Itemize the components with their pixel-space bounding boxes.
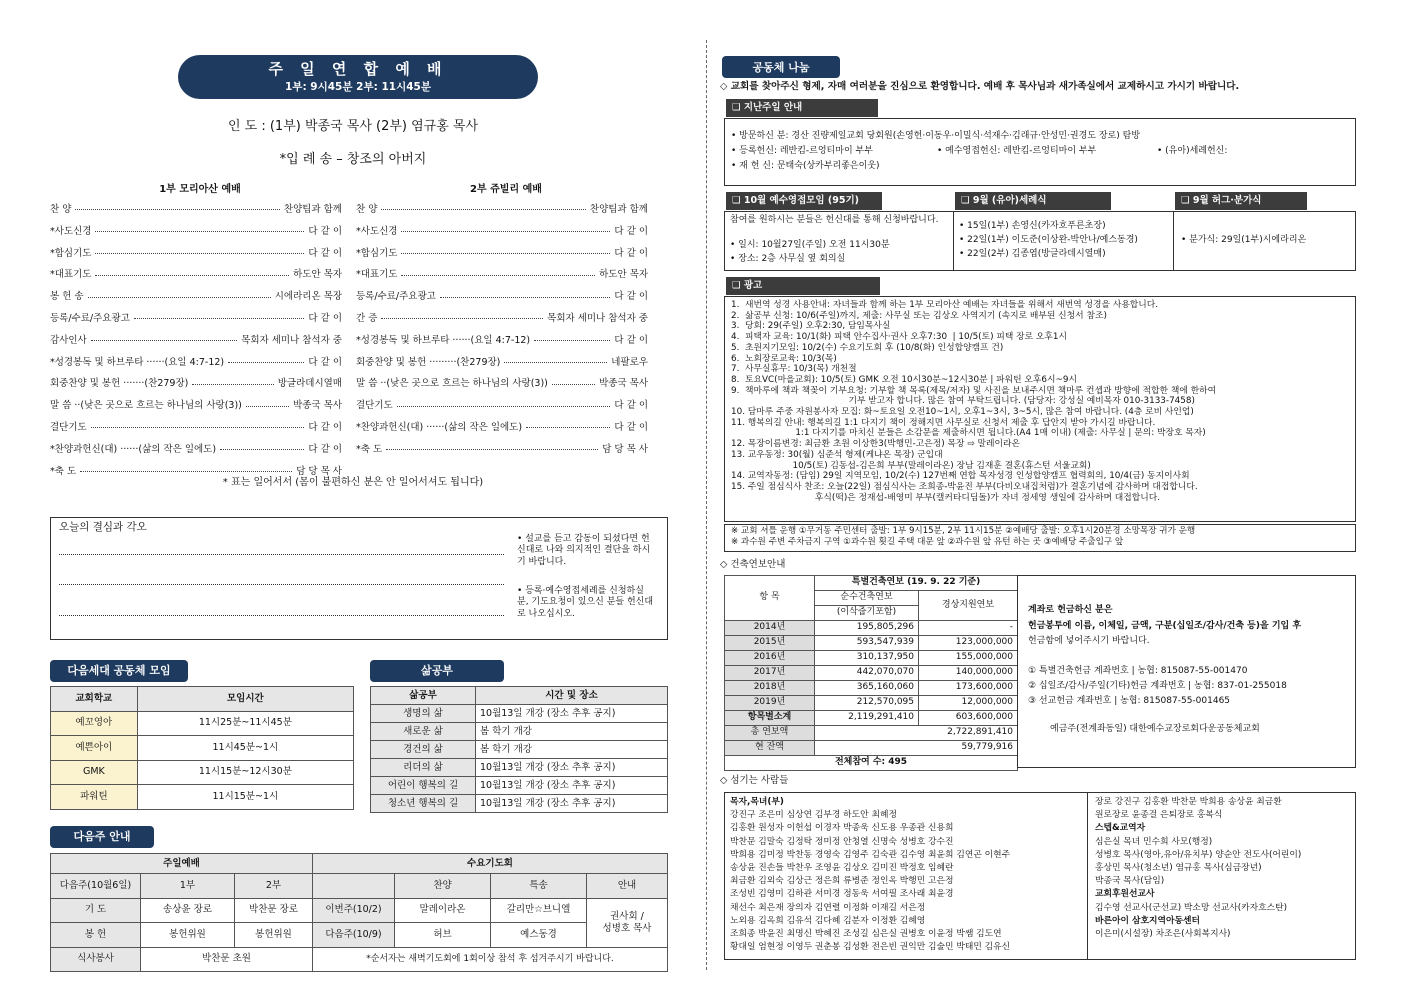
sep-hug-tab: ❑ 9월 허그·분가식 — [1175, 192, 1307, 210]
cell: 기 도 — [51, 898, 141, 923]
total-label: 총 연보액 — [725, 726, 815, 741]
order-row — [50, 373, 342, 395]
order-item: 회중찬양 및 봉헌 ·······(찬279장) — [50, 378, 189, 390]
staff-line: 박종국 목사(담임) — [1095, 876, 1165, 887]
resolve-bullet-1: • 설교를 듣고 감동이 되셨다면 헌신대로 나와 의지적인 결단을 하시기 바랍니다. — [517, 534, 651, 567]
build-table — [724, 575, 1018, 771]
class-name: 새로운 삶 — [371, 723, 476, 741]
order-item: *찬양과헌신(대) ······(삶의 작은 일에도) — [50, 443, 217, 455]
pure: 310,137,950 — [815, 651, 919, 666]
ad-item: 1. 새번역 성경 사용안내: 자녀들과 함께 하는 1부 모리아산 예배는 자녀들을 위해서 새번역 성경을 사용합니다. — [731, 300, 1159, 310]
class-name: 생명의 삶 — [371, 705, 476, 723]
order-item: 결단기도 — [356, 400, 393, 412]
order-leader: 박종국 목사 — [599, 378, 648, 390]
entrance-hymn: *입 례 송 – 창조의 아버지 — [279, 152, 427, 167]
order-item: 말 씀 ··(낮은 곳으로 흐르는 하나님의 사랑(3)) — [50, 400, 242, 412]
last-sunday-label: 지난주일 안내 — [743, 102, 803, 113]
class-name: 어린이 행복의 길 — [371, 777, 476, 795]
order-item: *축 도 — [356, 443, 383, 455]
resolve-bullet-1-text: 설교를 듣고 감동이 되셨다면 헌신대로 나와 의지적인 결단을 하시기 바랍니다. — [517, 534, 651, 567]
resolve-line[interactable] — [59, 615, 504, 616]
order-leader: 목회자 세미나 참석자 중 — [547, 312, 648, 324]
cell: 1부 — [141, 874, 235, 899]
meeting-time: 11시45분~1시 — [137, 736, 353, 761]
order-row — [50, 395, 342, 417]
cell: 허브 — [395, 923, 491, 948]
order-item: 말 씀 ··(낮은 곳으로 흐르는 하나님의 사랑(3)) — [356, 378, 548, 390]
service2-title: 2부 쥬빌리 예배 — [470, 184, 542, 195]
order-row — [50, 417, 342, 439]
class-info: 10월13일 개강 (장소 추후 공지) — [476, 795, 668, 813]
school-name: GMK — [51, 760, 138, 785]
ad-item: 7. 사무실휴무: 10/3(목) 개천절 — [731, 364, 857, 375]
account-holder: 예금주(전계좌동일) 대한예수교장로회다운공동체교회 — [1050, 724, 1260, 734]
samgong-tab: 삶공부 — [370, 660, 504, 682]
year: 2015년 — [725, 636, 815, 651]
guide-cell — [587, 898, 668, 947]
cell — [313, 874, 395, 899]
last-sunday-box — [724, 118, 1356, 186]
ad-item: 10/5(토) 김동섭-김은희 부부(말레이라온) 장남 김재훈 결혼(휴스턴 서울교회) — [731, 460, 1091, 471]
cell: 박찬문 장로 — [235, 898, 313, 923]
order-leader: 다 같 이 — [308, 356, 342, 368]
resolve-line[interactable] — [59, 584, 504, 585]
pure: 365,160,060 — [815, 681, 919, 696]
guide-2: 성병호 목사 — [602, 922, 652, 934]
item-header: 항 목 — [725, 576, 815, 621]
guide-3: 헌금함에 넣어주시기 바랍니다. — [1028, 636, 1150, 646]
cell: 갈리만☆브니엘 — [491, 898, 587, 923]
ad-item: 11. 행복의길 안내: 행복의길 1:1 다지기 책이 정해지면 사무실로 신청서 제출 후 답안지 받아 가시길 바랍니다. — [731, 417, 1156, 428]
service-title-banner — [178, 55, 538, 99]
order-leader: 방글라데시열매 — [277, 378, 342, 390]
order-row — [356, 264, 648, 286]
oct-date: • 일시: 10월27일(주일) 오전 11시30분 — [730, 240, 890, 250]
ad-item: 2. 삶공부 신청: 10/6(주일)까지, 제출: 사무실 또는 김상오 사역지기 (속지로 배부된 신청서 참조) — [731, 310, 1107, 321]
order-leader: 다 같 이 — [308, 443, 342, 455]
order-item: *사도신경 — [50, 225, 92, 237]
order-row — [356, 352, 648, 374]
order-item: *찬양과헌신(대) ······(삶의 작은 일에도) — [356, 421, 523, 433]
next-week-tab: 다음주 안내 — [50, 826, 154, 848]
sep-baptism-tab: ❑ 9월 (유아)세례식 — [955, 192, 1111, 210]
order-row — [50, 330, 342, 352]
cell: 다음주(10/9) — [313, 923, 395, 948]
oct-meeting-tab: ❑ 10월 예수영접모임 (95기) — [726, 192, 882, 210]
service-times: 1부: 9시45분 2부: 11시45분 — [285, 80, 431, 93]
order-row — [50, 199, 342, 221]
order-item: 찬 양 — [356, 203, 378, 215]
order-leader: 다 같 이 — [308, 247, 342, 259]
order-leader: 하도안 목자 — [599, 269, 648, 281]
staff-line: 성병호 목사(영아,유아/유치부) 양순안 전도사(어린이) — [1095, 849, 1302, 860]
shepherd-line: 황대일 엄현정 이영두 권춘봉 김성환 전은빈 권익만 김술민 박태민 김유신 — [730, 942, 1011, 953]
sep-baptism-1: • 15일(1부) 손영신(카자흐푸른초장) — [959, 221, 1106, 231]
pure: 195,805,296 — [815, 621, 919, 636]
order-row — [356, 395, 648, 417]
order-leader: 찬양팀과 함께 — [589, 203, 648, 215]
shepherd-line: 노외용 김옥희 김유석 김다혜 김분자 이정환 김혜영 — [730, 915, 926, 926]
order-row — [356, 286, 648, 308]
class-info: 봄 학기 개강 — [476, 723, 668, 741]
order-item: 회중찬양 및 봉헌 ·········(찬279장) — [356, 356, 501, 368]
account-box — [1017, 575, 1356, 768]
year: 2019년 — [725, 696, 815, 711]
resolve-line[interactable] — [59, 554, 504, 555]
page-divider — [706, 40, 707, 970]
support: 140,000,000 — [919, 666, 1018, 681]
ad-item: 3. 당회: 29(주일) 오후2:30, 담임목사실 — [731, 321, 891, 332]
class-info: 10월13일 개강 (장소 추후 공지) — [476, 705, 668, 723]
pure: 212,570,095 — [815, 696, 919, 711]
support: 12,000,000 — [919, 696, 1018, 711]
registration: • 등록헌신: 레반킴-르엉티마이 부부 — [731, 146, 873, 156]
class-name: 경건의 삶 — [371, 741, 476, 759]
class-name: 리더의 삶 — [371, 759, 476, 777]
resolve-bullet-2: • 등록·예수영접세례를 신청하실 분, 기도요청이 있으신 분들 헌신대로 나오십시오. — [517, 586, 654, 619]
order-leader: 담 당 목 사 — [602, 443, 648, 455]
order-leader: 다 같 이 — [614, 291, 648, 303]
balance-label: 현 잔액 — [725, 741, 815, 756]
order-item: *축 도 — [50, 465, 77, 477]
order-row — [50, 221, 342, 243]
order-item: 간 증 — [356, 312, 378, 324]
ad-item: 기부 받고자 합니다. 많은 참여 부탁드립니다. (담당자: 강성실 예비목자 010-3133-7458) — [731, 396, 1195, 407]
support: - — [919, 621, 1018, 636]
class-info: 10월13일 개강 (장소 추후 공지) — [476, 777, 668, 795]
wednesday-header: 수요기도회 — [313, 854, 668, 874]
resolve-box — [50, 517, 668, 640]
ad-item: 15. 주일 점심식사 찬조: 오늘(22일) 점심식사는 조희종-박윤진 부부(다비오내집처럼)가 결혼기념에 감사하며 대접합니다. — [731, 481, 1198, 492]
order-leader: 다 같 이 — [614, 247, 648, 259]
honorary-elders: 원로장로 윤종걸 은퇴장로 홍복식 — [1095, 810, 1223, 821]
service1-order — [50, 199, 342, 482]
staff-line: 심은실 목녀 민수희 사모(행정) — [1095, 836, 1213, 847]
order-leader: 다 같 이 — [308, 421, 342, 433]
sunday-header: 주일예배 — [51, 854, 313, 874]
order-leader: 하도안 목자 — [293, 269, 342, 281]
cell: 찬양 — [395, 874, 491, 899]
year: 2017년 — [725, 666, 815, 681]
ad-item: 8. 토요VC(마을교회): 10/5(토) GMK 오전 10시30분~12시30분 | 파워틴 오후6시~9시 — [731, 374, 1077, 385]
cell: 식사봉사 — [51, 947, 141, 972]
pure-header-2: (이삭줍기포함) — [815, 606, 919, 621]
shepherd-line: 박찬문 김말숙 김정탁 정미정 안청열 신명숙 성병호 강수진 — [730, 836, 954, 847]
servers-box — [724, 792, 1356, 960]
order-leader: 박종국 목사 — [293, 400, 342, 412]
cell: *순서자는 새벽기도회에 1회이상 참석 후 섬겨주시기 바랍니다. — [313, 947, 668, 972]
cell: 예스동경 — [491, 923, 587, 948]
shepherd-line: 송상윤 진손들 박찬우 조영윤 김상오 김미진 박정호 임혜란 — [730, 863, 954, 874]
shepherd-line: 강진구 조은미 심상연 김부경 하도안 최혜정 — [730, 810, 897, 821]
participation: 전체참여 수: 495 — [725, 756, 1018, 771]
rededication: • 재 헌 신: 문태숙(상카부리좋은이웃) — [731, 161, 880, 171]
order-row — [356, 373, 648, 395]
sep-baptism-3: • 22일(2부) 김종엽(방글라데시열매) — [959, 249, 1106, 259]
next-gen-table — [50, 686, 354, 810]
cell: 봉헌위원 — [235, 923, 313, 948]
shepherd-line: 조성빈 김영미 김하관 서미경 정동욱 서여필 조사래 최윤경 — [730, 889, 954, 900]
service-title: 주 일 연 합 예 배 — [268, 60, 448, 78]
order-leader: 시에라리온 목장 — [274, 291, 342, 303]
order-row — [50, 243, 342, 265]
shepherd-line: 박희용 김미정 박찬동 경영숙 김영주 김숙관 김수영 최윤희 김연곤 이현주 — [730, 849, 1011, 860]
ad-item: 14. 교역자동정: (담임) 29일 지역모임, 10/2(수) 127번째 연합 목자성경 인성합양캠프 협력회의, 10/4(금) 동지이사회 — [731, 471, 1190, 482]
support-header: 경상지원연보 — [919, 591, 1018, 621]
order-leader: 네팔로우 — [611, 356, 648, 368]
cell: 봉헌위원 — [141, 923, 235, 948]
cell: 말레이라온 — [395, 898, 491, 923]
welcome-text: ◇ 교회를 찾아주신 형제, 자매 여러분을 진심으로 환영합니다. 예배 후 목사님과 새가족실에서 교제하시고 가시기 바랍니다. — [720, 81, 1240, 92]
events-box — [724, 211, 1356, 271]
order-item: *합심기도 — [50, 247, 92, 259]
order-row — [356, 330, 648, 352]
year: 2016년 — [725, 651, 815, 666]
guide-1: 권사회 / — [610, 910, 644, 922]
cell: 안내 — [587, 874, 668, 899]
guide-1: 계좌로 헌금하신 분은 — [1028, 605, 1113, 615]
class-info: 봄 학기 개강 — [476, 741, 668, 759]
order-row — [356, 439, 648, 461]
order-item: 등록/수료/주요광고 — [356, 291, 436, 303]
cell: 특송 — [491, 874, 587, 899]
pure: 442,070,070 — [815, 666, 919, 681]
cell: 송상윤 장로 — [141, 898, 235, 923]
subtotal-label: 항목별소계 — [725, 711, 815, 726]
parking-info: ※ 과수원 주변 주차금지 구역 ①과수원 횟길 주택 대문 앞 ②과수원 앞 유턴 하는 곳 ③예배당 주출입구 앞 — [731, 536, 1124, 547]
shepherd-line: 김홍환 원성자 이헌섭 이경자 박종욱 신도용 우종관 신용희 — [730, 823, 954, 834]
ad-item: 10. 담마루 주중 자원봉사자 모집: 화~토요일 오전10~1시, 오후1~3시, 3~5시, 많은 참여 바랍니다. (4층 로비 사인업) — [731, 407, 1194, 418]
meeting-time: 11시15분~1시 — [137, 785, 353, 810]
order-row — [50, 286, 342, 308]
order-leader: 담 당 목 사 — [296, 465, 342, 477]
balance-value: 59,779,916 — [815, 741, 1018, 756]
school-name: 예꼬영아 — [51, 711, 138, 736]
order-leader: 다 같 이 — [308, 225, 342, 237]
sep-baptism-2: • 22일(1부) 이도준(이상완-박안나/예스동경) — [959, 235, 1138, 245]
ad-item: 4. 피택자 교육: 10/1(화) 피택 안수집사·권사 오후7:30 | 10/5(토) 피택 장로 오후1시 — [731, 332, 1068, 343]
order-row — [50, 264, 342, 286]
last-sunday-tab: ❑ 지난주일 안내 — [726, 99, 878, 117]
shepherd-line: 채선수 최은재 장의자 김연렬 이정화 이재길 서은정 — [730, 902, 926, 913]
order-item: *성경봉독 및 하브루타 ······(요일 4:7-12) — [356, 334, 531, 346]
elders: 장로 강진구 김홍환 박찬문 박희용 송상윤 최금환 — [1095, 797, 1282, 807]
pure: 593,547,939 — [815, 636, 919, 651]
order-item: *사도신경 — [356, 225, 398, 237]
ads-tab: ❑ 광고 — [726, 277, 880, 295]
sep-hug-label: 9월 허그·분가식 — [1192, 195, 1262, 206]
missionaries: 김수영 선교사(군선교) 박소망 선교사(카자흐스탄) — [1095, 902, 1288, 913]
order-item: *대표기도 — [50, 269, 92, 281]
order-item: 감사인사 — [50, 334, 87, 346]
year: 2018년 — [725, 681, 815, 696]
order-row — [356, 221, 648, 243]
order-item: 찬 양 — [50, 203, 72, 215]
ad-item: 12. 목장이름변경: 최금환 초원 이상한3(박행민-고은정) 목장 ⇨ 말레이라온 — [731, 439, 1020, 450]
order-leader: 다 같 이 — [308, 312, 342, 324]
pure-header: 순수건축연보 — [815, 591, 919, 606]
order-row — [50, 308, 342, 330]
order-row — [356, 308, 648, 330]
col-header: 교회학교 — [51, 687, 138, 712]
resolve-bullet-2-text: 등록·예수영접세례를 신청하실 분, 기도요청이 있으신 분들 헌신대로 나오십시오. — [517, 586, 654, 619]
subtotal-pure: 2,119,291,410 — [815, 711, 919, 726]
ad-item: 후식(떡)은 정재섭-배영미 부부(캘커타디딤돌)가 자녀 정세영 생일에 감사하며 대접합니다. — [731, 492, 1161, 503]
staff-list — [1095, 796, 1301, 941]
col-header: 시간 및 장소 — [476, 687, 668, 705]
col-header: 모임시간 — [137, 687, 353, 712]
cell: 박찬문 초원 — [141, 947, 313, 972]
special-header: 특별건축연보 (19. 9. 22 기준) — [815, 576, 1018, 591]
cell: 다음주(10월6일) — [51, 874, 141, 899]
cell: 봉 헌 — [51, 923, 141, 948]
order-leader: 다 같 이 — [614, 225, 648, 237]
service1-title: 1부 모리아산 예배 — [159, 184, 241, 195]
total-value: 2,722,891,410 — [815, 726, 1018, 741]
subtotal-support: 603,600,000 — [919, 711, 1018, 726]
account-2: ② 십일조/감사/주일(기타)헌금 계좌번호 | 농협: 837-01-255018 — [1028, 681, 1287, 691]
order-row — [356, 199, 648, 221]
servers-title: ◇ 섬기는 사람들 — [720, 775, 789, 786]
ad-item: 13. 교우동정: 30(월) 심준석 형제(케냐온 목장) 군입대 — [731, 449, 943, 460]
order-item: *대표기도 — [356, 269, 398, 281]
support: 123,000,000 — [919, 636, 1018, 651]
ad-item: 5. 초원지기모임: 10/2(수) 수요기도회 후 (10/8(화) 인성합양캠프 건) — [731, 342, 1004, 353]
order-item: 봉 헌 송 — [50, 291, 84, 303]
oct-text: 참여를 원하시는 분들은 헌신대를 통해 신청바랍니다. — [730, 215, 939, 225]
oct-meeting-label: 10월 예수영접모임 (95기) — [743, 195, 859, 206]
samgong-table — [370, 686, 668, 813]
order-item: *성경봉독 및 하브루타 ······(요일 4:7-12) — [50, 356, 225, 368]
account-3: ③ 선교헌금 계좌번호 | 농협: 815087-55-001465 — [1028, 696, 1231, 706]
order-row — [50, 352, 342, 374]
staff-line: 홍상민 목사(청소년) 염규홍 목사(심금장년) — [1095, 863, 1262, 874]
cell: 이번주(10/2) — [313, 898, 395, 923]
ad-item: 9. 책마루에 책과 책꽂이 기부요청: 기부할 책 목록(제목/저자) 및 사진을 보내주시면 책마루 컨셉과 방향에 적합한 책에 한하여 — [731, 385, 1217, 396]
order-row — [356, 417, 648, 439]
center-staff: 이은미(시설장) 차조은(사회복지사) — [1095, 929, 1231, 940]
order-item: *합심기도 — [356, 247, 398, 259]
ad-item: 6. 노회장로교육: 10/3(목) — [731, 353, 837, 364]
order-row — [50, 439, 342, 461]
stand-note: * 표는 일어서서 (몸이 불편하신 분은 안 일어서셔도 됩니다) — [222, 477, 484, 488]
guide-2: 헌금봉투에 이름, 이체일, 금액, 구분(십일조/감사/건축 등)을 기입 후 — [1028, 621, 1302, 631]
order-leader: 찬양팀과 함께 — [283, 203, 342, 215]
class-name: 청소년 행복의 길 — [371, 795, 476, 813]
sep-hug-item: • 분가식: 29일(1부)시에라리온 — [1181, 235, 1307, 245]
cell: 2부 — [235, 874, 313, 899]
shepherd-line: 조희종 박윤진 최명신 박혜진 조성길 심은실 권병호 이윤정 박쌤 김도연 — [730, 929, 1002, 940]
shuttle-info: ※ 교회 셔틀 운행 ①무거동 주민센터 출발: 1부 9시15분, 2부 11시15분 ②예배당 출발: 오후1시20분경 소망목장 귀가 운행 — [731, 526, 1196, 536]
community-tab: 공동체 나눔 — [722, 56, 840, 78]
baptism: • (유아)세례헌신: — [1157, 146, 1228, 156]
visitors: • 방문하신 분: 경산 진량제일교회 당회원(손영헌·이동우·이밀식·석재수·김래규·안성민·권경도 장로) 탐방 — [731, 131, 1141, 141]
shepherd-list — [730, 796, 1010, 954]
staff-header: 스텝&교역자 — [1095, 823, 1146, 834]
order-item: 결단기도 — [50, 421, 87, 433]
next-week-table — [50, 853, 668, 972]
sep-baptism-label: 9월 (유아)세례식 — [972, 195, 1047, 206]
order-leader: 다 같 이 — [614, 421, 648, 433]
build-title: ◇ 건축연보안내 — [720, 559, 786, 570]
order-leader: 다 같 이 — [614, 334, 648, 346]
order-item: 등록/수료/주요광고 — [50, 312, 130, 324]
order-leader: 다 같 이 — [614, 400, 648, 412]
class-info: 10월13일 개강 (장소 추후 공지) — [476, 759, 668, 777]
order-leader: 목회자 세미나 참석자 중 — [241, 334, 342, 346]
shuttle-box — [724, 524, 1356, 552]
meeting-time: 11시25분~11시45분 — [137, 711, 353, 736]
ads-label: 광고 — [743, 280, 763, 291]
meeting-time: 11시15분~12시30분 — [137, 760, 353, 785]
year: 2014년 — [725, 621, 815, 636]
support: 173,600,000 — [919, 681, 1018, 696]
ad-item: 1:1 다지기를 마치신 분들은 소감문을 제출하시면 됩니다.(A4 1매 이내) (제출: 사무실 | 문의: 박장호 목자) — [731, 428, 1206, 439]
shepherd-line: 최금환 김외숙 김상근 정은희 류병준 정인옥 박행민 고은정 — [730, 876, 954, 887]
support: 155,000,000 — [919, 651, 1018, 666]
acceptance: • 예수영접헌신: 레반킴-르엉티마이 부부 — [937, 146, 1097, 156]
col-header: 삶공부 — [371, 687, 476, 705]
shepherds-header: 목자,목녀(부) — [730, 797, 784, 807]
oct-place: • 장소: 2층 사무실 옆 회의실 — [730, 254, 846, 264]
next-gen-tab: 다음세대 공동체 모임 — [50, 660, 188, 682]
resolve-title: 오늘의 결심과 각오 — [59, 521, 147, 533]
service2-order — [356, 199, 648, 461]
order-row — [356, 243, 648, 265]
center-header: 바른아이 삼호지역아동센터 — [1095, 915, 1201, 926]
account-1: ① 특별건축헌금 계좌번호 | 농협: 815087-55-001470 — [1028, 666, 1248, 676]
missionary-header: 교회후원선교사 — [1095, 889, 1155, 900]
leader-line: 인 도 : (1부) 박종국 목사 (2부) 염규홍 목사 — [227, 119, 479, 134]
school-name: 파워틴 — [51, 785, 138, 810]
school-name: 예쁜아이 — [51, 736, 138, 761]
ads-box — [724, 296, 1356, 522]
